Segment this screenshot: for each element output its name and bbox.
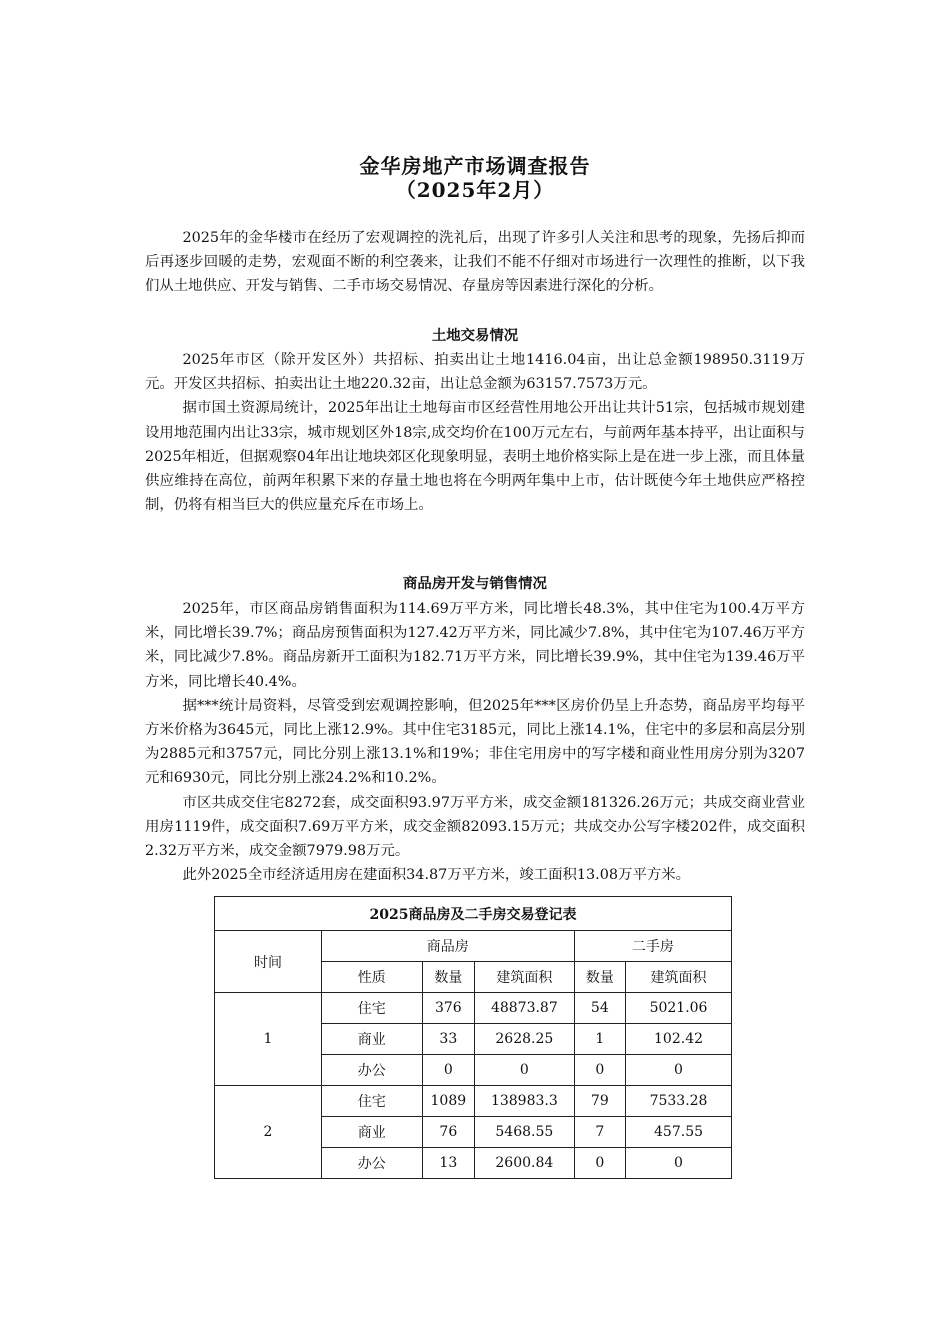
- count-cell: 1089: [422, 1086, 474, 1117]
- count-cell: 54: [574, 993, 625, 1024]
- type-cell: 住宅: [321, 1086, 422, 1117]
- section-land: [145, 324, 805, 348]
- count-cell: 376: [422, 993, 474, 1024]
- time-cell: 1: [215, 993, 322, 1086]
- header-area: 建筑面积: [475, 962, 575, 993]
- area-cell: 457.55: [626, 1117, 732, 1148]
- area-cell: 0: [475, 1055, 575, 1086]
- type-cell: 商业: [321, 1024, 422, 1055]
- count-cell: 79: [574, 1086, 625, 1117]
- time-cell: 2: [215, 1086, 322, 1179]
- header-area: 建筑面积: [626, 962, 732, 993]
- intro-block: [145, 226, 805, 299]
- paragraph: 据市国土资源局统计，2025年出让土地每亩市区经营性用地公开出让共计51宗，包括城市规划建设用地范围内出让33宗，城市规划区外18宗,成交均价在100万元左右，与前两年基本持平，出让面积与2025年相近，但据观察04年出让地块郊区化现象明显，表明土地价格实际上是在进一步上涨，而且体量供应维持在高位，前两年积累下来的存量土地也将在今明两年集中上市，估计既使今年土地供应严格控制，仍将有相当巨大的供应量充斥在市场上。: [145, 400, 805, 514]
- transaction-table: [214, 896, 732, 1179]
- count-cell: 1: [574, 1024, 625, 1055]
- paragraph: 市区共成交住宅8272套，成交面积93.97万平方米，成交金额181326.26万元；共成交商业营业用房1119件，成交面积7.69万平方米，成交金额82093.15万元；共成交办公写字楼202件，成交面积2.32万平方米，成交金额7979.98万元。: [145, 794, 805, 860]
- area-cell: 0: [626, 1148, 732, 1179]
- area-cell: 48873.87: [475, 993, 575, 1024]
- land-paragraphs: [145, 348, 805, 517]
- paragraph: 此外2025全市经济适用房在建面积34.87万平方米，竣工面积13.08万平方米。: [182, 867, 691, 884]
- header-group-resale: 二手房: [574, 931, 731, 962]
- type-cell: 住宅: [321, 993, 422, 1024]
- count-cell: 13: [422, 1148, 474, 1179]
- sales-paragraphs: [145, 597, 805, 887]
- type-cell: 商业: [321, 1117, 422, 1148]
- area-cell: 102.42: [626, 1024, 732, 1055]
- area-cell: 2600.84: [475, 1148, 575, 1179]
- section-heading-sales: 商品房开发与销售情况: [403, 575, 547, 592]
- area-cell: 5021.06: [626, 993, 732, 1024]
- table-row: [215, 1086, 732, 1117]
- header-type: 性质: [321, 962, 422, 993]
- paragraph: 2025年市区（除开发区外）共招标、拍卖出让土地1416.04亩，出让总金额198950.3119万元。开发区共招标、拍卖出让土地220.32亩，出让总金额为63157.7573万元。: [145, 352, 805, 393]
- paragraph: 2025年，市区商品房销售面积为114.69万平方米，同比增长48.3%，其中住宅为100.4万平方米，同比增长39.7%；商品房预售面积为127.42万平方米，同比减少7.8%，其中住宅为107.46万平方米，同比减少7.8%。商品房新开工面积为182.71万平方米，同比增长39.9%，其中住宅为139.46万平方米，同比增长40.4%。: [145, 601, 805, 690]
- area-cell: 7533.28: [626, 1086, 732, 1117]
- intro-paragraph: 2025年的金华楼市在经历了宏观调控的洗礼后，出现了许多引人关注和思考的现象，先扬后抑而后再逐步回暖的走势，宏观面不断的利空袭来，让我们不能不仔细对市场进行一次理性的推断，以下我们从土地供应、开发与销售、二手市场交易情况、存量房等因素进行深化的分析。: [145, 230, 805, 295]
- paragraph: 据***统计局资料，尽管受到宏观调控影响，但2025年***区房价仍呈上升态势，商品房平均每平方米价格为3645元，同比上涨12.9%。其中住宅3185元，同比上涨14.1%，住宅中的多层和高层分别为2885元和3757元，同比分别上涨13.1%和19%；非住宅用房中的写字楼和商业性用房分别为3207元和6930元，同比分别上涨24.2%和10.2%。: [145, 697, 805, 787]
- section-heading-land: 土地交易情况: [431, 327, 519, 344]
- table-row: [215, 993, 732, 1024]
- report-subtitle: （2025年2月）: [395, 178, 555, 202]
- report-title: 金华房地产市场调查报告: [359, 154, 591, 178]
- area-cell: 2628.25: [475, 1024, 575, 1055]
- section-sales: [145, 572, 805, 596]
- count-cell: 0: [422, 1055, 474, 1086]
- type-cell: 办公: [321, 1055, 422, 1086]
- count-cell: 76: [422, 1117, 474, 1148]
- header-group-new: 商品房: [321, 931, 574, 962]
- count-cell: 0: [574, 1055, 625, 1086]
- count-cell: 0: [574, 1148, 625, 1179]
- header-count: 数量: [574, 962, 625, 993]
- count-cell: 7: [574, 1117, 625, 1148]
- count-cell: 33: [422, 1024, 474, 1055]
- header-count: 数量: [422, 962, 474, 993]
- area-cell: 0: [626, 1055, 732, 1086]
- header-time: 时间: [215, 931, 322, 993]
- area-cell: 138983.3: [475, 1086, 575, 1117]
- area-cell: 5468.55: [475, 1117, 575, 1148]
- table-caption: 2025商品房及二手房交易登记表: [215, 897, 732, 931]
- type-cell: 办公: [321, 1148, 422, 1179]
